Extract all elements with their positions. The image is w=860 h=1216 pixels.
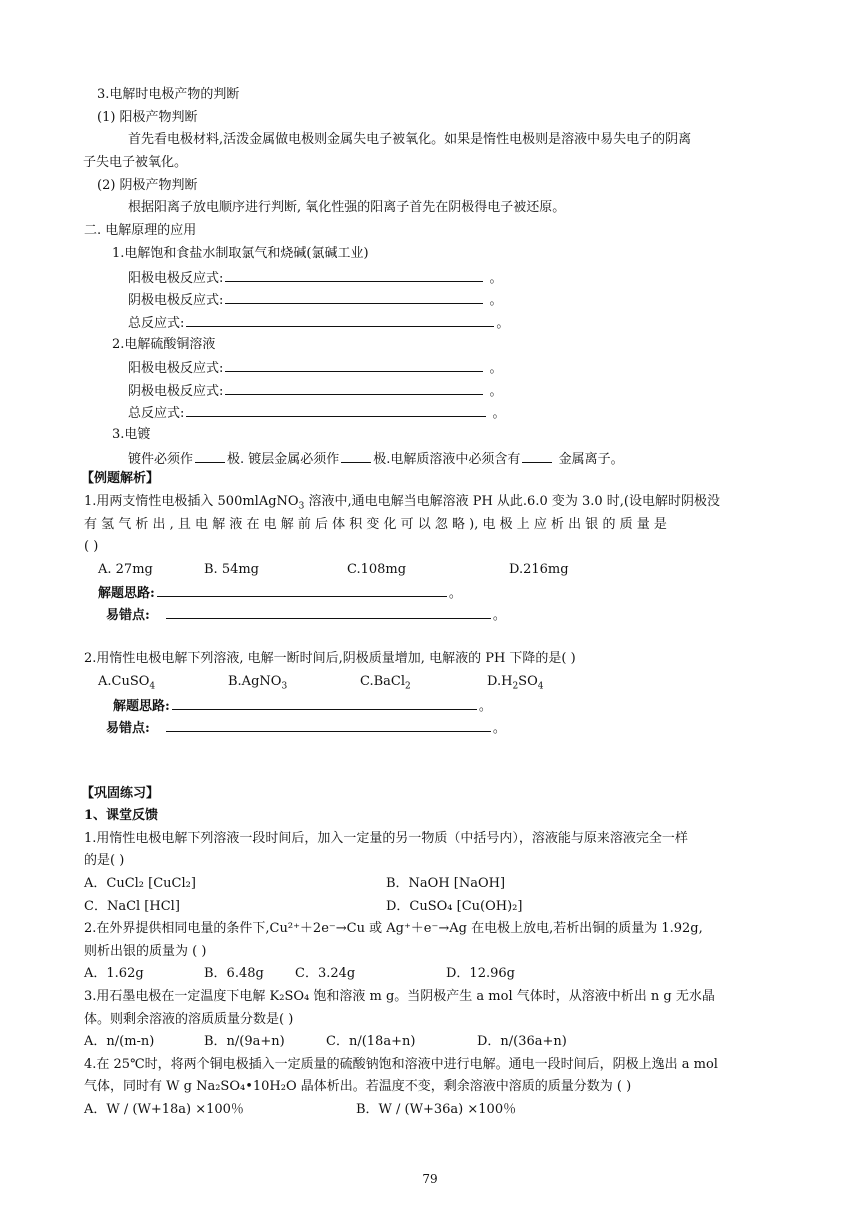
answer-blank[interactable] bbox=[225, 290, 483, 304]
application-2-title: 2.电解硫酸铜溶液 bbox=[112, 337, 216, 352]
q3-option-d: D．n/(36a+n) bbox=[477, 1034, 567, 1049]
application-1-title: 1.电解饱和食盐水制取氯气和烧碱(氯碱工业) bbox=[112, 246, 369, 261]
q1-option-d: D．CuSO₄ [Cu(OH)₂] bbox=[386, 899, 523, 914]
anode-label: 阳极电极反应式: bbox=[128, 271, 224, 286]
q2-option-a: A．1.62g bbox=[84, 966, 144, 981]
answer-blank[interactable] bbox=[186, 403, 486, 417]
anode-paragraph-line2: 子失电子被氧化。 bbox=[83, 155, 188, 170]
q3-line2: 体。则剩余溶液的溶质质量分数是( ) bbox=[84, 1012, 294, 1027]
q3-line1: 3.用石墨电极在一定温度下电解 K₂SO₄ 饱和溶液 m g。当阴极产生 a mol 气体时，从溶液中析出 n g 无水晶 bbox=[84, 989, 715, 1004]
q1-option-c: C．NaCl [HCl] bbox=[84, 899, 180, 914]
answer-blank[interactable] bbox=[186, 313, 494, 327]
q1-option-a: A．CuCl₂ [CuCl₂] bbox=[84, 876, 196, 891]
cathode-label: 阴极电极反应式: bbox=[128, 384, 224, 399]
q1-line1: 1.用惰性电极电解下列溶液一段时间后，加入一定量的另一物质（中括号内），溶液能与原来溶液完全一样 bbox=[84, 831, 688, 846]
answer-blank[interactable] bbox=[225, 358, 483, 372]
example1-line2: 有 氢 气 析 出 , 且 电 解 液 在 电 解 前 后 体 积 变 化 可 以 忽 略 ), 电 极 上 应 析 出 银 的 质 量 是 bbox=[84, 517, 667, 532]
anode-paragraph-line1: 首先看电极材料,活泼金属做电极则金属失电子被氧化。如果是惰性电极则是溶液中易失电子的阴离 bbox=[128, 132, 692, 147]
app1-total-line: 总反应式: 。 bbox=[128, 313, 509, 333]
q3-option-a: A．n/(m-n) bbox=[84, 1034, 155, 1049]
answer-blank[interactable] bbox=[195, 449, 225, 463]
q2-option-d: D．12.96g bbox=[446, 966, 515, 981]
example1-error-line: 易错点: 。 bbox=[106, 605, 506, 625]
answer-blank[interactable] bbox=[172, 696, 477, 710]
error-label: 易错点: bbox=[106, 608, 150, 623]
q3-option-c: C．n/(18a+n) bbox=[326, 1034, 416, 1049]
thinking-label: 解题思路: bbox=[113, 699, 170, 714]
page-number: 79 bbox=[422, 1172, 438, 1186]
q1-line2: 的是( ) bbox=[84, 853, 125, 868]
answer-blank[interactable] bbox=[157, 583, 447, 597]
app2-cathode-line: 阴极电极反应式: 。 bbox=[128, 381, 503, 401]
example2-option-d: $D.H_2SO_4$ bbox=[487, 674, 544, 692]
q3-option-b: B．n/(9a+n) bbox=[204, 1034, 285, 1049]
example1-line1: 1.用两支惰性电极插入 500mlAgNO$_3$ 溶液中,通电电解当电解溶液 PH 从此.6.0 变为 3.0 时,(设电解时阴极没 bbox=[84, 494, 721, 512]
example2-option-a: A.CuSO$_4$ bbox=[98, 674, 156, 692]
q2-line2: 则析出银的质量为 ( ) bbox=[84, 944, 207, 959]
q2-option-b: B．6.48g bbox=[204, 966, 264, 981]
plating-line: 镀件必须作 极. 镀层金属必须作 极.电解质溶液中必须含有 金属离子。 bbox=[128, 449, 624, 469]
q4-line1: 4.在 25℃时，将两个铜电极插入一定质量的硫酸钠饱和溶液中进行电解。通电一段时间后，阴极上逸出 a mol bbox=[84, 1057, 718, 1072]
q4-option-b: B．W / (W+36a) ×100％ bbox=[356, 1102, 517, 1117]
answer-blank[interactable] bbox=[522, 449, 552, 463]
feedback-title: 1、课堂反馈 bbox=[84, 808, 159, 823]
subsection-cathode-title: (2) 阴极产物判断 bbox=[97, 178, 198, 193]
answer-blank[interactable] bbox=[166, 605, 491, 619]
app2-anode-line: 阳极电极反应式: 。 bbox=[128, 358, 503, 378]
app1-anode-line: 阳极电极反应式: 。 bbox=[128, 268, 503, 288]
subsection-anode-title: (1) 阳极产物判断 bbox=[97, 110, 198, 125]
total-label: 总反应式: bbox=[128, 316, 185, 331]
example1-option-b: B. 54mg bbox=[204, 562, 260, 577]
q2-option-c: C．3.24g bbox=[295, 966, 356, 981]
practice-header: 【巩固练习】 bbox=[81, 786, 160, 801]
example2-option-b: B.AgNO$_3$ bbox=[228, 674, 288, 692]
app1-cathode-line: 阴极电极反应式: 。 bbox=[128, 290, 503, 310]
q4-line2: 气体，同时有 W g Na₂SO₄•10H₂O 晶体析出。若温度不变，剩余溶液中溶质的质量分数为 ( ) bbox=[84, 1079, 632, 1094]
q2-line1: 2.在外界提供相同电量的条件下,Cu²⁺＋2e⁻→Cu 或 Ag⁺＋e⁻→Ag 在电极上放电,若析出铜的质量为 1.92g, bbox=[84, 921, 703, 936]
application-3-title: 3.电镀 bbox=[112, 427, 151, 442]
anode-label: 阳极电极反应式: bbox=[128, 361, 224, 376]
example1-line3: ( ) bbox=[84, 539, 99, 554]
q4-option-a: A．W / (W+18a) ×100％ bbox=[84, 1102, 244, 1117]
answer-blank[interactable] bbox=[166, 718, 491, 732]
example2-line1: 2.用惰性电极电解下列溶液, 电解一断时间后,阴极质量增加, 电解液的 PH 下降的是( ) bbox=[84, 651, 576, 666]
cathode-label: 阴极电极反应式: bbox=[128, 293, 224, 308]
section-3-title: 3.电解时电极产物的判断 bbox=[97, 87, 240, 102]
answer-blank[interactable] bbox=[225, 268, 483, 282]
total-label: 总反应式: bbox=[128, 406, 185, 421]
example2-option-c: C.BaCl$_2$ bbox=[360, 674, 411, 692]
error-label: 易错点: bbox=[106, 721, 150, 736]
example2-thinking-line: 解题思路: 。 bbox=[113, 696, 492, 716]
thinking-label: 解题思路: bbox=[98, 586, 155, 601]
answer-blank[interactable] bbox=[341, 449, 371, 463]
example-header: 【例题解析】 bbox=[81, 471, 160, 486]
cathode-paragraph: 根据阳离子放电顺序进行判断, 氧化性强的阳离子首先在阴极得电子被还原。 bbox=[128, 200, 566, 215]
q1-option-b: B．NaOH [NaOH] bbox=[386, 876, 506, 891]
answer-blank[interactable] bbox=[225, 381, 483, 395]
example1-option-d: D.216mg bbox=[509, 562, 569, 577]
example1-option-c: C.108mg bbox=[347, 562, 407, 577]
app2-total-line: 总反应式: 。 bbox=[128, 403, 506, 423]
section-2-title: 二. 电解原理的应用 bbox=[84, 223, 197, 238]
example1-thinking-line: 解题思路: 。 bbox=[98, 583, 462, 603]
example2-error-line: 易错点: 。 bbox=[106, 718, 506, 738]
example1-option-a: A. 27mg bbox=[98, 562, 153, 577]
